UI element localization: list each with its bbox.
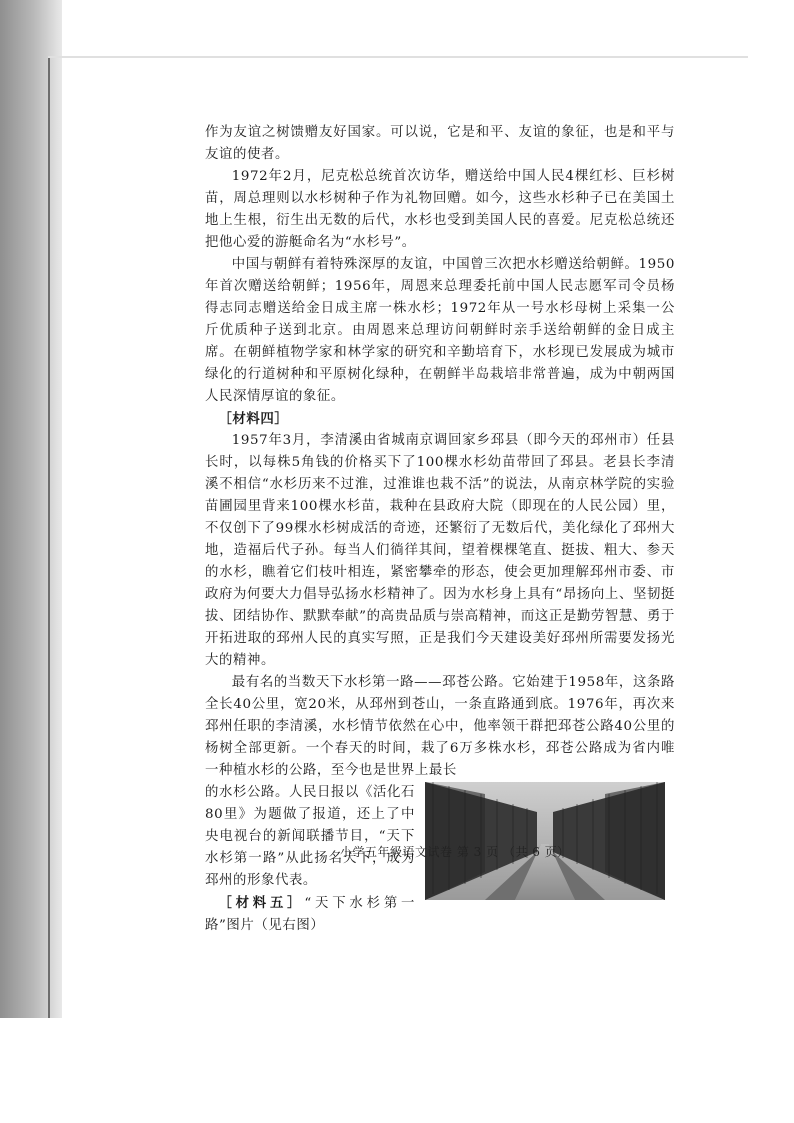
paragraph-korea-friendship: 中国与朝鲜有着特殊深厚的友谊，中国曾三次把水杉赠送给朝鲜。1950年首次赠送给朝鲜；1956年，周恩来总理委托前中国人民志愿军司令员杨得志同志赠送给金日成主席一株水杉；1972年从一号水杉母树上采集一公斤优质种子送到北京。由周恩来总理访问朝鲜时亲手送给朝鲜的金日成主席。在朝鲜植物学家和林学家的研究和辛勤培育下，水杉现已发展成为城市绿化的行道树种和平原树化绿种，在朝鲜半岛栽培非常普遍，成为中朝两国人民深情厚谊的象征。 [205, 257, 675, 404]
page-edge [48, 58, 50, 1018]
material5-heading: ［材料五］ [218, 895, 305, 911]
scan-shadow [0, 0, 62, 1018]
paragraph-friendship-tree: 作为友谊之树馈赠友好国家。可以说，它是和平、友谊的象征，也是和平与友谊的使者。 [205, 125, 675, 162]
paragraph-li-qingxi: 1957年3月，李清溪由省城南京调回家乡邳县（即今天的邳州市）任县长时，以每株5角钱的价格买下了100棵水杉幼苗带回了邳县。老县长李清溪不相信“水杉历来不过淮，过淮谁也栽不活”的说法，从南京林学院的实验苗圃园里背来100棵水杉苗，栽种在县政府大院（即现在的人民公园）里，不仅创下了99棵水杉树成活的奇迹，还繁衍了无数后代，美化绿化了邳州大地，造福后代子孙。每当人们徜徉其间，望着棵棵笔直、挺拔、粗大、参天的水杉，瞧着它们枝叶相连，紧密攀牵的形态，使会更加理解邳州市委、市政府为何要大力倡导弘扬水杉精神了。因为水杉身上具有“昂扬向上、坚韧挺拔、团结协作、默默奉献”的高贵品质与崇高精神，而这正是勤劳智慧、勇于开拓进取的邳州人民的真实写照，正是我们今天建设美好邳州所需要发扬光大的精神。 [205, 433, 675, 668]
material4-heading: ［材料四］ [218, 411, 289, 427]
material5-text: “天下水杉第一路”图片（见右图） [205, 896, 415, 933]
paragraph-nixon-visit: 1972年2月，尼克松总统首次访华，赠送给中国人民4棵红杉、巨杉树苗，周总理则以水杉树种子作为礼物回赠。如今，这些水杉种子已在美国土地上生根，衍生出无数的后代，水杉也受到美国人民的喜爱。尼克松总统还把他心爱的游艇命名为“水杉号”。 [205, 169, 675, 250]
tree-lined-road-photo [425, 782, 665, 900]
page-footer: 小学五年级语文试卷 第 3 页 （共 6 页） [340, 845, 570, 859]
paragraph-road-fame: 的水杉公路。人民日报以《活化石80里》为题做了报道，还上了中央电视台的新闻联播节目，“天下水杉第一路”从此扬名天下，成为邳州的形象代表。 [205, 785, 415, 888]
paragraph-pi-cang-road: 最有名的当数天下水杉第一路——邳苍公路。它始建于1958年，这条路全长40公里，宽20米，从邳州到苍山，一条直路通到底。1976年，再次来邳州任职的李清溪，水杉情节依然在心中，他率领干群把邳苍公路40公里的杨树全部更新。一个春天的时间，栽了6万多株水杉，邳苍公路成为省内唯一种植水杉的公路，至今也是世界上最长 [205, 675, 675, 778]
road-photo-icon [425, 782, 665, 900]
page-top-edge [48, 56, 748, 58]
article-body [205, 122, 675, 933]
material5-block [205, 892, 415, 937]
